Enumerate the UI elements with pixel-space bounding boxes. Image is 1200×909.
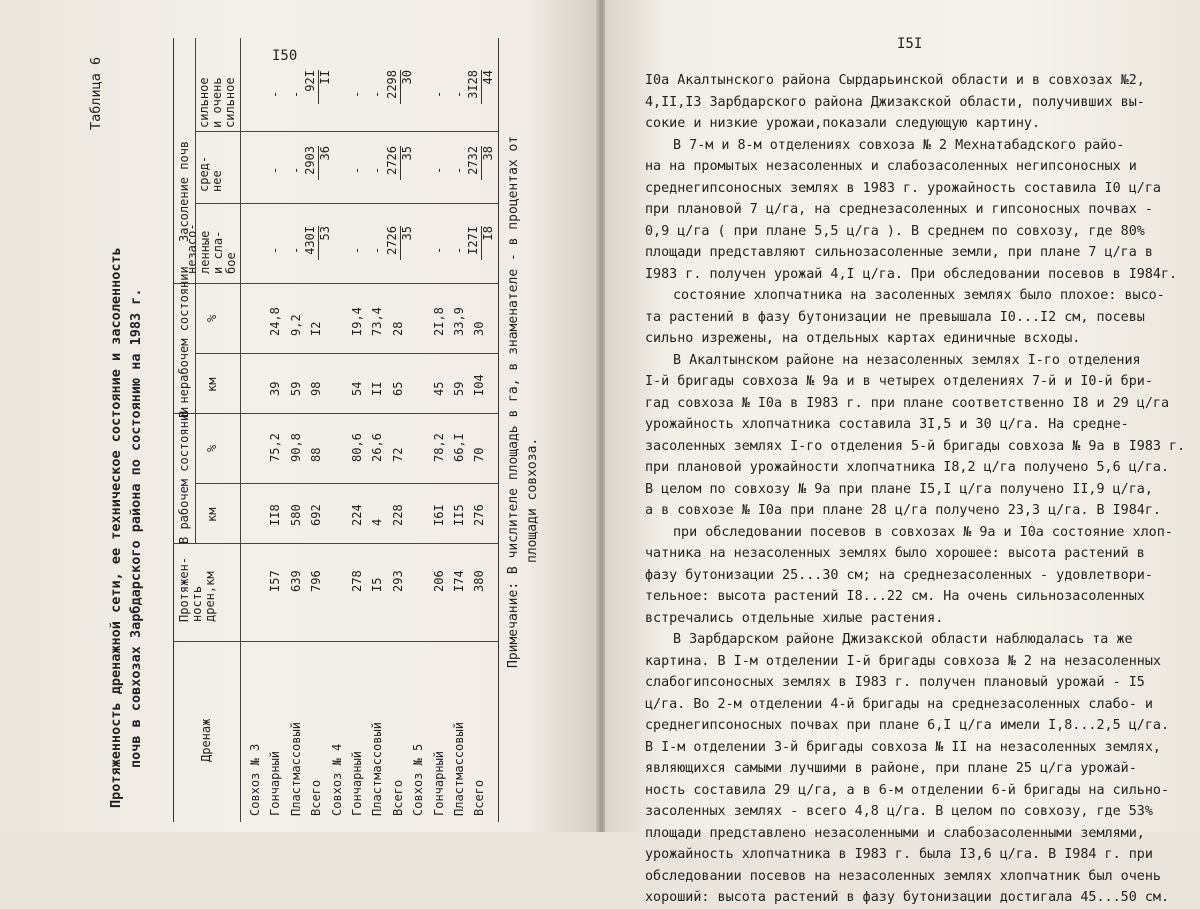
broken-pct-cell: 24,8 (268, 307, 283, 336)
medium-saline-cell: - (431, 166, 446, 174)
text-line: при плановой урожайности хлопчатника I8,2 ц/га получено 5,6 ц/га. (645, 460, 1170, 475)
strong-saline-cell: - (370, 90, 385, 98)
row-name-cell: Совхоз № 4 (329, 743, 344, 816)
strong-saline-cell: - (431, 90, 446, 98)
row-name-cell: Совхоз № 3 (248, 743, 262, 816)
text-line: засоленных землях - всего 4,8 ц/га. В целом по совхозу, где 53% (645, 804, 1153, 819)
header-working: В рабочем состоянии (177, 406, 191, 544)
header-medium-2: нее (210, 170, 224, 192)
text-line: хороший: высота растений в фазу бутонизации достигала 45...50 см. (645, 890, 1170, 905)
body-text (645, 70, 1186, 909)
non-saline-cell-fraction: 430I 53 (304, 226, 332, 260)
table-note-line-1: Примечание: В числителе площадь в га, в знаменателе - в процентах от (506, 135, 521, 668)
length-cell: I57 (268, 570, 283, 592)
row-name-cell: Всего (390, 779, 405, 816)
medium-saline-cell-fraction: 2732 38 (467, 146, 495, 180)
broken-km-cell: 98 (309, 381, 324, 396)
header-non-saline-3: и сла- (211, 230, 225, 274)
text-line: В Акалтынском районе на незасоленных землях I-го отделения (673, 352, 1141, 368)
text-line: площади представлено незасоленными и слабозасоленными землями, (645, 825, 1145, 841)
right-page (605, 0, 1200, 905)
text-line: картина. В I-м отделении I-й бригады совхоза № 2 на незасоленных (645, 653, 1161, 669)
non-saline-cell: - (350, 246, 364, 254)
length-cell: I5 (370, 577, 385, 592)
strong-saline-cell-fraction: 3I28 44 (467, 70, 495, 104)
header-strong-3: сильное (223, 77, 237, 128)
text-line: 4,II,I3 Зарбдарского района Джизакской области, получивших вы- (645, 94, 1145, 110)
working-pct-cell: 72 (390, 447, 405, 462)
medium-saline-cell: - (350, 166, 364, 174)
drainage-table (173, 38, 499, 822)
text-line: та растений в фазу бутонизации не превышала I0...I2 см, посевы (645, 309, 1145, 325)
text-line: являющихся самыми лучшими в районе, при плане 25 ц/га урожай- (645, 761, 1137, 776)
rotated-table-area (80, 38, 580, 828)
medium-saline-cell: - (370, 166, 385, 174)
header-working-pct: % (205, 444, 219, 452)
text-line: на на промытых незасоленных и слабозасоленных негипсоносных и (645, 159, 1137, 174)
working-km-cell: II8 (268, 504, 283, 526)
working-km-cell: 224 (350, 504, 364, 526)
text-line: I-й бригады совхоза № 9а и в четырех отделениях 7-й и I0-й бри- (645, 374, 1153, 389)
medium-saline-cell: - (288, 166, 303, 174)
header-salinity: Засоление почв (177, 140, 191, 242)
text-line: встречались отдельные хилые растения. (645, 610, 944, 626)
working-pct-cell: 26,6 (370, 433, 385, 462)
broken-km-cell: II (370, 381, 385, 396)
non-saline-cell-fraction: 2726 35 (386, 226, 414, 260)
working-km-cell: 276 (472, 504, 487, 526)
broken-km-cell: 45 (431, 381, 446, 396)
header-strong-1: сильное (197, 77, 211, 128)
text-line: при плановой 7 ц/га, на среднезасоленных и гипсоносных почвах - (645, 202, 1153, 217)
text-line: урожайность хлопчатника в I983 г. была I3,6 ц/га. В I984 г. при (645, 847, 1153, 862)
text-line: чатника на незасоленных землях было хорошее: высота растений в (645, 546, 1145, 561)
text-line: гад совхоза № I0а в I983 г. при плане соответственно I8 и 29 ц/га (645, 395, 1170, 411)
text-line: ц/га. Во 2-м отделении 4-й бригады на среднезасоленных слабо- и (645, 696, 1153, 712)
text-line: среднегипсоносных почвах при плане 6,I ц/га имели I,8...2,5 ц/га. (645, 718, 1170, 733)
page-number-left: I50 (272, 48, 298, 64)
text-line: при обследовании посевов в совхозах № 9а и I0а состояние хлоп- (673, 524, 1173, 540)
header-broken-pct: % (205, 314, 219, 322)
medium-saline-cell-fraction: 2903 36 (304, 146, 332, 180)
text-line: засоленных землях I-го отделения 5-й бригады совхоза № 9а в I983 г. (645, 438, 1186, 454)
length-cell: 639 (288, 570, 303, 592)
non-saline-cell: - (431, 246, 446, 254)
broken-pct-cell: I9,4 (350, 307, 364, 336)
table-label: Таблица 6 (88, 56, 104, 130)
text-line: В I-м отделении 3-й бригады совхоза № II на незасоленных землях, (645, 739, 1161, 755)
length-cell: 293 (390, 570, 405, 592)
header-non-saline-4: бое (224, 252, 238, 274)
medium-saline-cell: - (452, 166, 466, 174)
text-line: обследовании посевов на незасоленных землях хлопчатник был очень (645, 868, 1161, 884)
broken-km-cell: 39 (268, 381, 283, 396)
header-non-saline-1: незасо- (185, 223, 199, 274)
text-line: сокие и низкие урожаи,показали следующую картину. (645, 116, 1041, 131)
row-name-cell: Совхоз № 5 (411, 743, 426, 816)
non-saline-cell: - (370, 246, 385, 254)
header-drainage: Дренаж (199, 718, 213, 762)
header-length-1: Протяжен- (177, 556, 191, 622)
strong-saline-cell-fraction: 92I II (304, 70, 332, 104)
broken-km-cell: I04 (472, 374, 487, 396)
broken-pct-cell: 9,2 (288, 314, 303, 336)
length-cell: 380 (472, 570, 487, 592)
row-name-cell: Всего (309, 779, 324, 816)
length-cell: I74 (452, 570, 466, 592)
broken-pct-cell: 2I,8 (431, 307, 446, 336)
broken-km-cell: 54 (350, 381, 364, 396)
non-saline-cell: - (452, 246, 466, 254)
text-line: сильно изрежены, на отдельных картах единичные всходы. (645, 331, 1081, 346)
text-line: В 7-м и 8-м отделениях совхоза № 2 Мехнатабадского райо- (673, 137, 1125, 153)
text-line: урожайность хлопчатника составила 3I,5 и 30 ц/га. На средне- (645, 417, 1129, 432)
working-km-cell: 4 (370, 518, 385, 526)
broken-pct-cell: 73,4 (370, 307, 385, 336)
row-name-cell: Всего (472, 779, 487, 816)
table-note-line-2: площади совхоза. (525, 437, 540, 563)
non-saline-cell-fraction: I27I I8 (467, 226, 495, 260)
medium-saline-cell: - (268, 166, 283, 174)
text-line: а в совхозе № I0а при плане 28 ц/га получено 23,3 ц/га. В I984г. (645, 503, 1161, 518)
text-line: состояние хлопчатника на засоленных землях было плохое: высо- (673, 288, 1165, 303)
header-strong-2: и очень (210, 77, 224, 128)
text-line: среднегипсоносных землях в 1983 г. урожайность составила I0 ц/га (645, 180, 1161, 196)
working-km-cell: II5 (452, 504, 466, 526)
working-km-cell: 692 (309, 504, 324, 526)
text-line: слабогипсоносных землях в I983 г. получен плановый урожай - I5 (645, 675, 1145, 690)
header-length-2: ность (190, 585, 204, 622)
length-cell: 278 (350, 570, 364, 592)
strong-saline-cell: - (350, 90, 364, 98)
table-caption-line-1: Протяженность дренажной сети, ее техническое состояние и засоленность (108, 247, 124, 808)
text-line: I0а Акалтынского района Сырдарьинской области и в совхозах №2, (645, 73, 1145, 88)
header-medium-1: сред- (197, 155, 211, 192)
text-line: 0,9 ц/га ( при плане 5,5 ц/га ). В среднем по совхозу, где 80% (645, 223, 1145, 239)
working-km-cell: 580 (288, 504, 303, 526)
strong-saline-cell: - (288, 90, 303, 98)
header-working-km: км (205, 507, 219, 522)
length-cell: 796 (309, 570, 324, 592)
strong-saline-cell-fraction: 2298 30 (386, 70, 414, 104)
strong-saline-cell: - (452, 90, 466, 98)
row-name-cell: Пластмассовый (452, 722, 466, 816)
working-pct-cell: 78,2 (431, 433, 446, 462)
row-name-cell: Гончарный (268, 750, 283, 816)
row-name-cell: Пластмассовый (370, 722, 385, 816)
row-name-cell: Гончарный (431, 750, 446, 816)
working-pct-cell: 80,6 (350, 433, 364, 462)
text-line: I983 г. получен урожай 4,I ц/га. При обследовании посевов в I984г. (645, 266, 1178, 282)
broken-km-cell: 59 (288, 381, 303, 396)
row-name-cell: Пластмассовый (288, 722, 303, 816)
broken-pct-cell: 28 (390, 321, 405, 336)
text-line: площади представляют сильнозасоленные земли, при плане 7 ц/га в (645, 245, 1153, 260)
working-pct-cell: 90,8 (288, 433, 303, 462)
table-caption-line-2: почв в совхозах Зарбдарского района по состоянию на 1983 г. (128, 288, 144, 768)
medium-saline-cell-fraction: 2726 35 (386, 146, 414, 180)
broken-km-cell: 59 (452, 381, 466, 396)
text-line: В Зарбдарском районе Джизакской области наблюдалась та же (673, 632, 1133, 647)
working-pct-cell: 88 (309, 447, 324, 462)
header-length-3: дрен,км (203, 571, 217, 622)
broken-pct-cell: 30 (472, 321, 487, 336)
non-saline-cell: - (288, 246, 303, 254)
length-cell: 206 (431, 570, 446, 592)
text-line: ность составила 29 ц/га, а в 6-м отделении 6-й бригады на сильно- (645, 782, 1170, 798)
broken-km-cell: 65 (390, 381, 405, 396)
strong-saline-cell: - (268, 90, 283, 98)
text-line: фазу бутонизации 25...30 см; на среднезасоленных - удовлетвори- (645, 567, 1153, 583)
working-pct-cell: 75,2 (268, 433, 283, 462)
row-name-cell: Гончарный (350, 750, 364, 816)
non-saline-cell: - (268, 246, 283, 254)
working-pct-cell: 70 (472, 447, 487, 462)
header-broken: В нерабочем состоянии (177, 266, 191, 418)
page-number-right: I5I (897, 36, 923, 52)
text-line: В целом по совхозу № 9а при плане I5,I ц/га получено II,9 ц/га, (645, 481, 1153, 497)
working-km-cell: I6I (431, 504, 446, 526)
working-pct-cell: 66,I (452, 433, 466, 462)
left-page (0, 0, 598, 832)
broken-pct-cell: 33,9 (452, 307, 466, 336)
header-broken-km: км (205, 377, 219, 392)
header-non-saline-2: ленные (198, 230, 212, 274)
broken-pct-cell: I2 (309, 321, 324, 336)
working-km-cell: 228 (390, 504, 405, 526)
text-line: тельное: высота растений I8...22 см. На очень сильнозасоленных (645, 589, 1145, 604)
